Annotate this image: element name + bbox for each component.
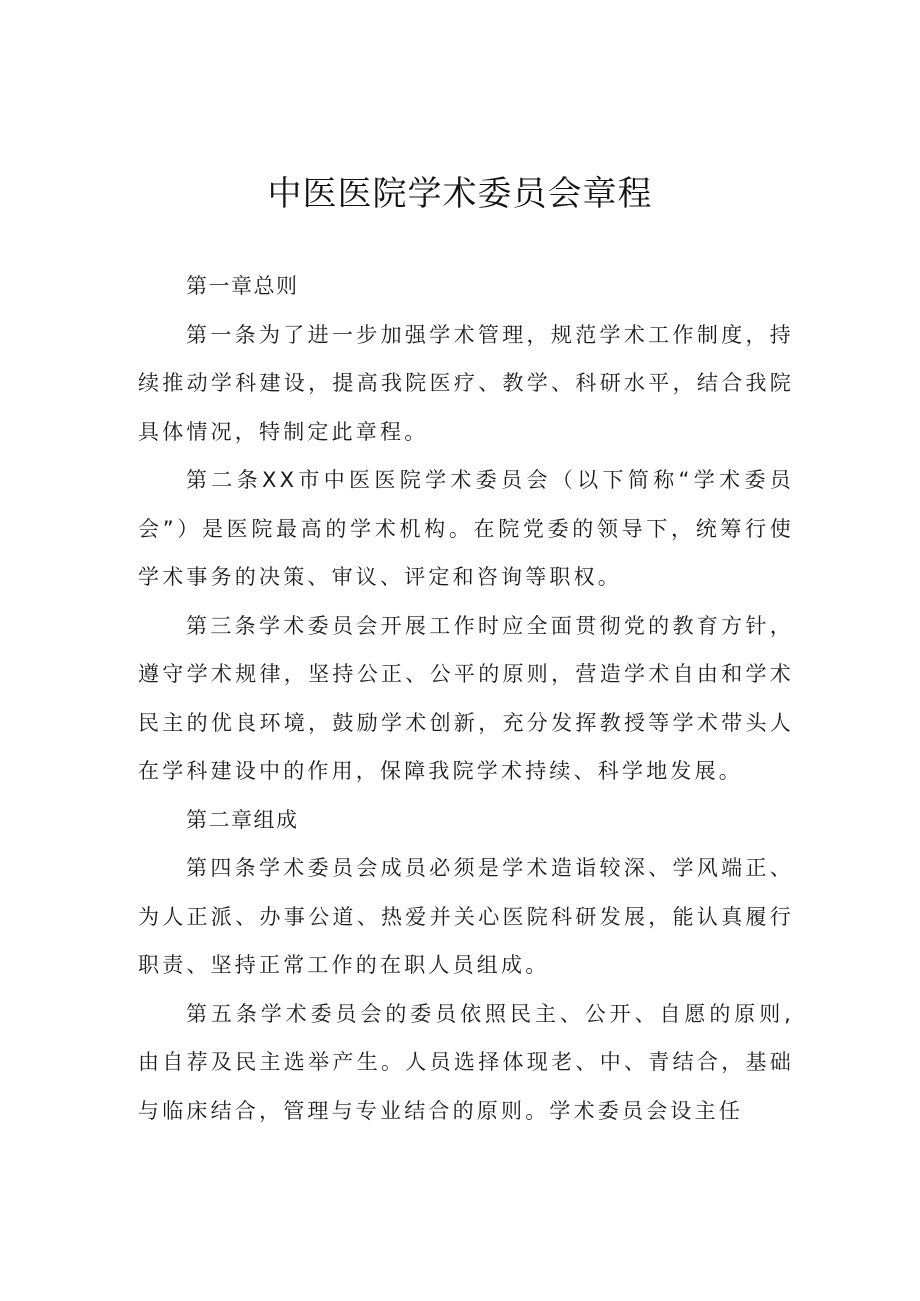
article-paragraph: 第五条学术委员会的委员依照民主、公开、自愿的原则,由自荐及民主选举产生。人员选择体现老、中、青结合，基础与临床结合，管理与专业结合的原则。学术委员会设主任 xyxy=(138,1001,794,1123)
document-title: 中医医院学术委员会章程 xyxy=(267,174,653,214)
article-paragraph: 第三条学术委员会开展工作时应全面贯彻党的教育方针，遵守学术规律，坚持公正、公平的原则，营造学术自由和学术民主的优良环境，鼓励学术创新，充分发挥教授等学术带头人在学科建设中的作用，保障我院学术持续、科学地发展。 xyxy=(138,613,794,783)
document-body xyxy=(138,262,794,1135)
article-paragraph: 第二条XX市中医医院学术委员会（以下简称“学术委员会”）是医院最高的学术机构。在院党委的领导下，统筹行使学术事务的决策、审议、评定和咨询等职权。 xyxy=(138,468,794,589)
article-paragraph: 第四条学术委员会成员必须是学术造诣较深、学风端正、为人正派、办事公道、热爱并关心医院科研发展，能认真履行职责、坚持正常工作的在职人员组成。 xyxy=(138,856,794,977)
chapter-heading: 第一章总则 xyxy=(186,274,299,298)
chapter-heading: 第二章组成 xyxy=(186,807,299,832)
article-paragraph: 第一条为了进一步加强学术管理，规范学术工作制度，持续推动学科建设，提高我院医疗、教学、科研水平，结合我院具体情况，特制定此章程。 xyxy=(138,322,794,444)
